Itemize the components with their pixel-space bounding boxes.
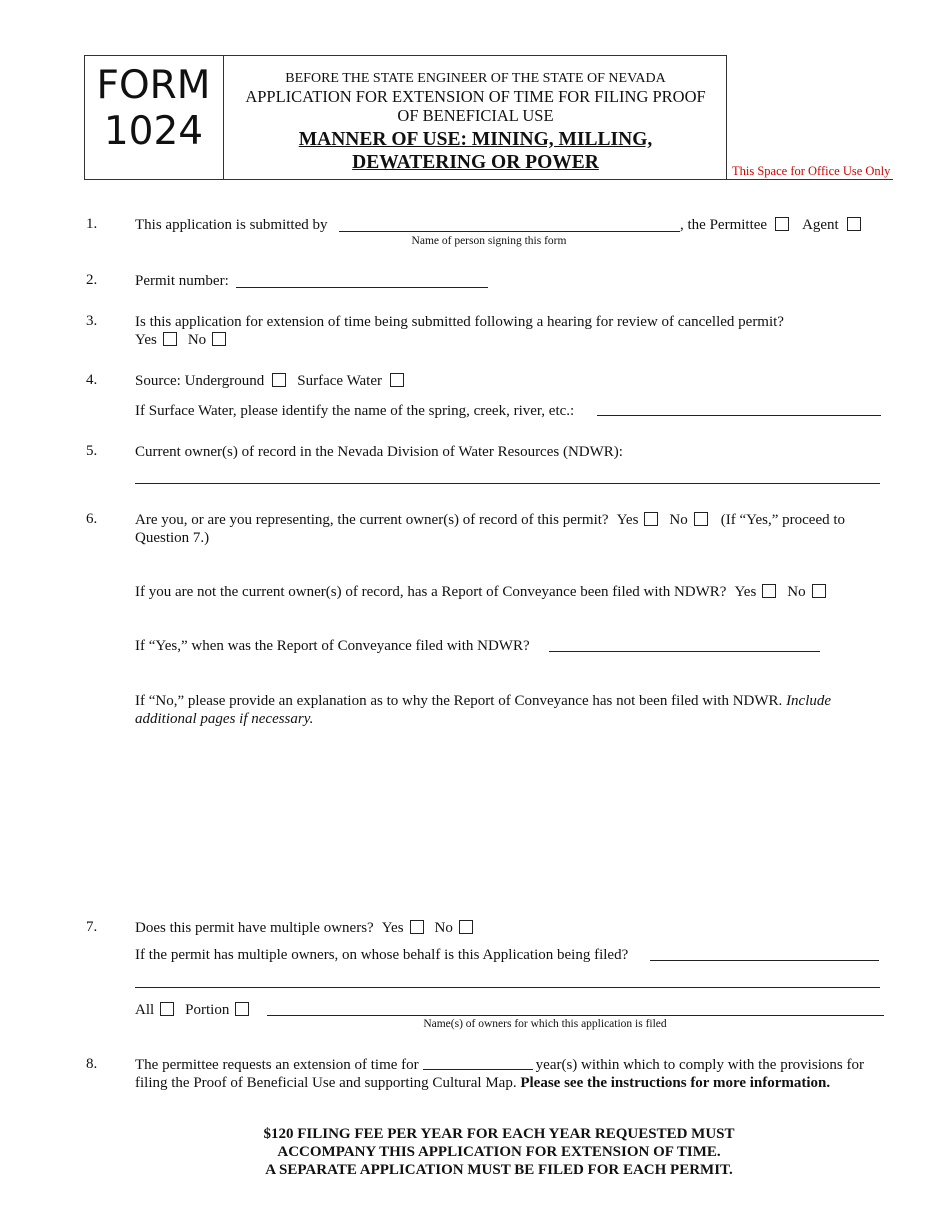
conveyance-no-checkbox[interactable]	[812, 584, 826, 598]
q8-text-bold: Please see the instructions for more information.	[520, 1075, 831, 1091]
q8-text-3: filing the Proof of Beneficial Use and supporting Cultural Map.	[135, 1075, 517, 1091]
q7-line	[135, 919, 476, 937]
q8-text-1: The permittee requests an extension of time for	[135, 1057, 419, 1073]
conveyance-yes-label: Yes	[734, 584, 757, 600]
q6-line	[135, 511, 895, 529]
q1-text: This application is submitted by	[135, 217, 328, 233]
conveyance-no-label: No	[787, 584, 806, 600]
q5-text: Current owner(s) of record in the Nevada Division of Water Resources (NDWR):	[135, 444, 623, 460]
q7-text: Does this permit have multiple owners?	[135, 920, 374, 936]
permit-number-field[interactable]	[236, 287, 488, 288]
form-number-cell	[84, 55, 224, 180]
conveyance-yes-checkbox[interactable]	[762, 584, 776, 598]
q4-options	[135, 372, 407, 390]
behalf-field-2[interactable]	[135, 987, 880, 988]
title-line-4: MANNER OF USE: MINING, MILLING,	[298, 129, 653, 150]
q4-underground-label: Source: Underground	[135, 373, 265, 389]
q2-number: 2.	[86, 272, 98, 288]
q6-text: Are you, or are you representing, the current owner(s) of record of this permit?	[135, 512, 609, 528]
q7-no-label: No	[434, 920, 453, 936]
q6-when-text: If “Yes,” when was the Report of Conveyance filed with NDWR?	[135, 638, 530, 654]
q7-number: 7.	[86, 919, 98, 935]
q4-identify-text: If Surface Water, please identify the name of the spring, creek, river, etc.:	[135, 403, 575, 419]
fee-notice-line-1: $120 FILING FEE PER YEAR FOR EACH YEAR REQUESTED MUST	[263, 1126, 735, 1142]
form-number: 1024	[103, 109, 204, 154]
q6-no-label: No	[669, 512, 688, 528]
surface-water-name-field[interactable]	[597, 415, 881, 416]
title-line-3: OF BENEFICIAL USE	[397, 106, 554, 125]
all-label: All	[135, 1002, 155, 1018]
q6-conveyance-line	[135, 583, 895, 601]
q8-line-1	[135, 1056, 895, 1074]
q7-yes-label: Yes	[381, 920, 404, 936]
q3-options	[135, 331, 229, 349]
q3-number: 3.	[86, 313, 98, 329]
title-line-1: BEFORE THE STATE ENGINEER OF THE STATE OF NEVADA	[285, 71, 666, 86]
owner-names-field[interactable]	[267, 1015, 884, 1016]
q7-yes-checkbox[interactable]	[410, 920, 424, 934]
q1-number: 1.	[86, 216, 98, 232]
fee-notice-line-3: A SEPARATE APPLICATION MUST BE FILED FOR EACH PERMIT.	[265, 1162, 733, 1178]
q1-sublabel: Name of person signing this form	[411, 235, 567, 247]
all-checkbox[interactable]	[160, 1002, 174, 1016]
q6-yes-label: Yes	[616, 512, 639, 528]
title-line-2: APPLICATION FOR EXTENSION OF TIME FOR FILING PROOF	[245, 87, 706, 106]
explanation-area[interactable]	[135, 735, 880, 900]
q7-all-portion	[135, 1001, 252, 1019]
portion-label: Portion	[185, 1002, 230, 1018]
title-line-5: DEWATERING OR POWER	[352, 152, 599, 173]
surface-water-checkbox[interactable]	[390, 373, 404, 387]
q7-sublabel: Name(s) of owners for which this application is filed	[423, 1018, 667, 1030]
q6-conveyance-text: If you are not the current owner(s) of record, has a Report of Conveyance been filed with NDWR?	[135, 584, 727, 600]
conveyance-date-field[interactable]	[549, 651, 820, 652]
permittee-checkbox[interactable]	[775, 217, 789, 231]
q6-explain	[135, 692, 895, 710]
q4-surface-label: Surface Water	[297, 373, 383, 389]
q6-proceed-note-2: Question 7.)	[135, 530, 210, 546]
underground-checkbox[interactable]	[272, 373, 286, 387]
fee-notice	[0, 1125, 950, 1179]
q6-yes-checkbox[interactable]	[644, 512, 658, 526]
form-title	[224, 55, 727, 180]
q3-text: Is this application for extension of time being submitted following a hearing for review of cancelled permit?	[135, 314, 784, 330]
q1-permittee	[680, 216, 864, 234]
q5-number: 5.	[86, 443, 98, 459]
current-owner-field[interactable]	[135, 483, 880, 484]
q3-no-checkbox[interactable]	[212, 332, 226, 346]
q6-no-checkbox[interactable]	[694, 512, 708, 526]
fee-notice-line-2: ACCOMPANY THIS APPLICATION FOR EXTENSION OF TIME.	[277, 1144, 721, 1160]
q1-name-field[interactable]	[339, 231, 680, 232]
q3-yes-checkbox[interactable]	[163, 332, 177, 346]
behalf-field[interactable]	[650, 960, 879, 961]
q2-text: Permit number:	[135, 273, 229, 289]
office-use-label: This Space for Office Use Only	[727, 162, 893, 180]
q8-line-2	[135, 1074, 895, 1092]
q3-yes-label: Yes	[135, 332, 157, 348]
q4-number: 4.	[86, 372, 98, 388]
q6-number: 6.	[86, 511, 98, 527]
q8-text-2: year(s) within which to comply with the provisions for	[535, 1057, 864, 1073]
q6-explain-italic-2: additional pages if necessary.	[135, 711, 314, 727]
q7-no-checkbox[interactable]	[459, 920, 473, 934]
q8-number: 8.	[86, 1056, 98, 1072]
q7-behalf-text: If the permit has multiple owners, on whose behalf is this Application being filed?	[135, 947, 629, 963]
form-label: FORM	[96, 63, 211, 108]
q6-explain-text: If “No,” please provide an explanation as to why the Report of Conveyance has not been filed with NDWR.	[135, 693, 783, 709]
q6-explain-italic: Include	[786, 693, 832, 709]
q1-agent-label: Agent	[802, 217, 839, 233]
q6-proceed-note: (If “Yes,” proceed to	[720, 512, 846, 528]
extension-years-field[interactable]	[423, 1056, 533, 1070]
portion-checkbox[interactable]	[235, 1002, 249, 1016]
agent-checkbox[interactable]	[847, 217, 861, 231]
q1-permittee-label: , the Permittee	[680, 217, 768, 233]
q3-no-label: No	[187, 332, 207, 348]
